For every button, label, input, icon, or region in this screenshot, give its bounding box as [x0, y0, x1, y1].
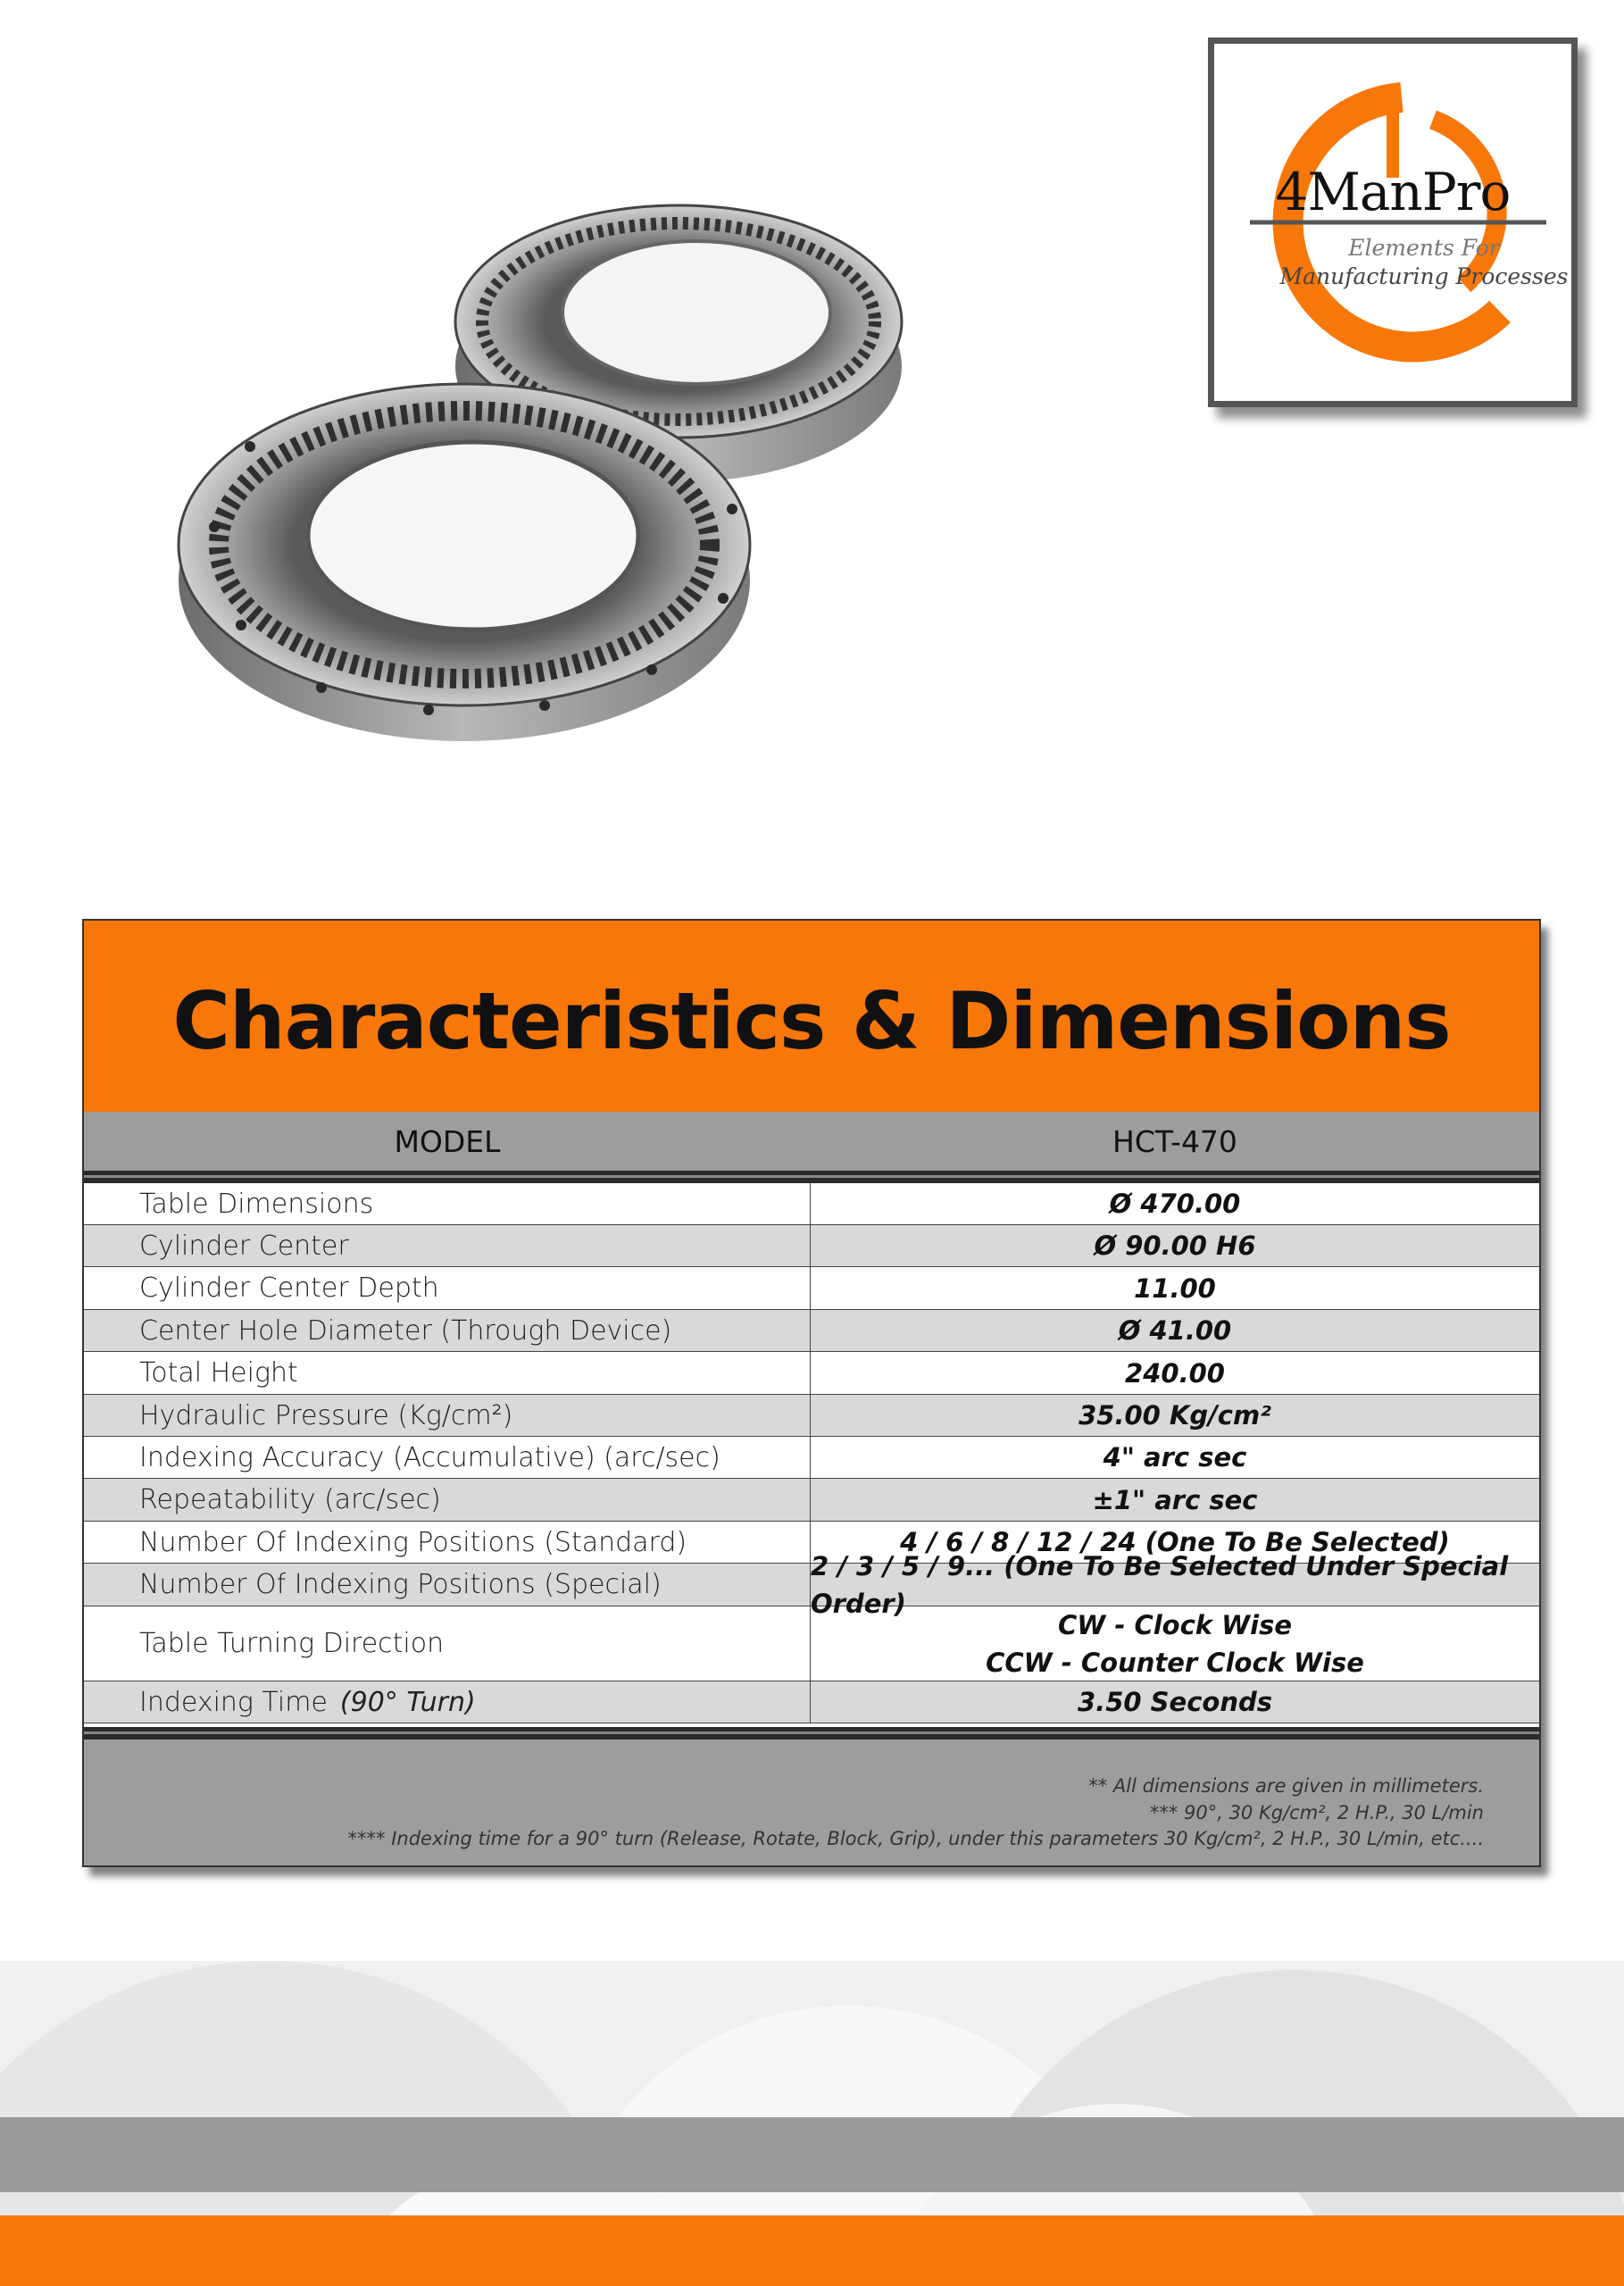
- row-label: Indexing Accuracy (Accumulative) (arc/sec): [84, 1437, 811, 1478]
- row-value: 3.50 Seconds: [1078, 1687, 1272, 1717]
- note-text: ** All dimensions are given in millimeters.: [1088, 1775, 1484, 1797]
- row-value: Ø 41.00: [1118, 1315, 1232, 1346]
- header-divider: [84, 1171, 1539, 1183]
- row-label: Indexing Time (90° Turn): [84, 1681, 811, 1723]
- note-text: **** Indexing time for a 90° turn (Release, Rotate, Block, Grip), under this parameters 30 Kg/cm², 2 H.P., 30 L/min, etc....: [347, 1828, 1484, 1849]
- table-row: [84, 1267, 1539, 1310]
- row-value: 240.00: [1125, 1357, 1225, 1389]
- row-value: Ø 90.00 H6: [1094, 1231, 1256, 1261]
- footer-grey-band: [0, 2117, 1624, 2192]
- row-label: Repeatability (arc/sec): [84, 1479, 811, 1521]
- spec-card: [82, 919, 1541, 1867]
- row-value: 2 / 3 / 5 / 9... (One To Be Selected Under Special Order): [811, 1550, 1509, 1619]
- row-label: Table Dimensions: [84, 1183, 811, 1224]
- header-model-label: MODEL: [394, 1123, 501, 1159]
- header-model-value: HCT-470: [1112, 1123, 1237, 1159]
- row-label: Total Height: [84, 1352, 811, 1394]
- row-value: ±1" arc sec: [1092, 1484, 1258, 1515]
- table-row: [84, 1681, 1539, 1723]
- row-label: Table Turning Direction: [84, 1606, 811, 1681]
- footer-orange-band: [0, 2215, 1624, 2286]
- table-row: [84, 1395, 1539, 1437]
- table-row: [84, 1183, 1539, 1225]
- row-value: 4" arc sec: [1103, 1442, 1247, 1473]
- lower-ring: [179, 384, 750, 741]
- row-value: 35.00 Kg/cm²: [1079, 1400, 1271, 1431]
- table-row: [84, 1310, 1539, 1352]
- row-label: Hydraulic Pressure (Kg/cm²): [84, 1395, 811, 1436]
- logo-tagline-1: Elements For: [1348, 235, 1500, 261]
- table-row: [84, 1606, 1539, 1681]
- footer-divider: [84, 1727, 1539, 1740]
- table-row: [84, 1225, 1539, 1267]
- row-label: Number Of Indexing Positions (Special): [84, 1564, 811, 1606]
- logo-tagline-2: Manufacturing Processes: [1279, 263, 1569, 289]
- table-row: [84, 1437, 1539, 1479]
- row-value: Ø 470.00: [1109, 1189, 1241, 1219]
- table-header: [84, 1112, 1539, 1171]
- row-label: Number Of Indexing Positions (Standard): [84, 1522, 811, 1563]
- table-row: [84, 1550, 1539, 1619]
- note-text: *** 90°, 30 Kg/cm², 2 H.P., 30 L/min: [1149, 1802, 1484, 1823]
- product-image: [161, 152, 964, 795]
- row-value: CW - Clock Wise CCW - Counter Clock Wise: [986, 1609, 1364, 1678]
- row-label: Cylinder Center Depth: [84, 1267, 811, 1309]
- logo-swirl-icon: [1214, 44, 1571, 401]
- table-row: [84, 1352, 1539, 1395]
- notes-section: [84, 1740, 1539, 1865]
- company-logo: [1208, 38, 1578, 407]
- row-value: 11.00: [1134, 1272, 1216, 1304]
- title-bar: [84, 921, 1539, 1112]
- table-row: [84, 1479, 1539, 1522]
- page-title: Characteristics & Dimensions: [172, 974, 1451, 1067]
- row-value: 4 / 6 / 8 / 12 / 24 (One To Be Selected): [900, 1527, 1450, 1557]
- logo-brand-text: 4ManPro: [1275, 162, 1511, 222]
- spec-table: [84, 1183, 1539, 1723]
- row-label: Cylinder Center: [84, 1225, 811, 1266]
- row-label: Center Hole Diameter (Through Device): [84, 1310, 811, 1351]
